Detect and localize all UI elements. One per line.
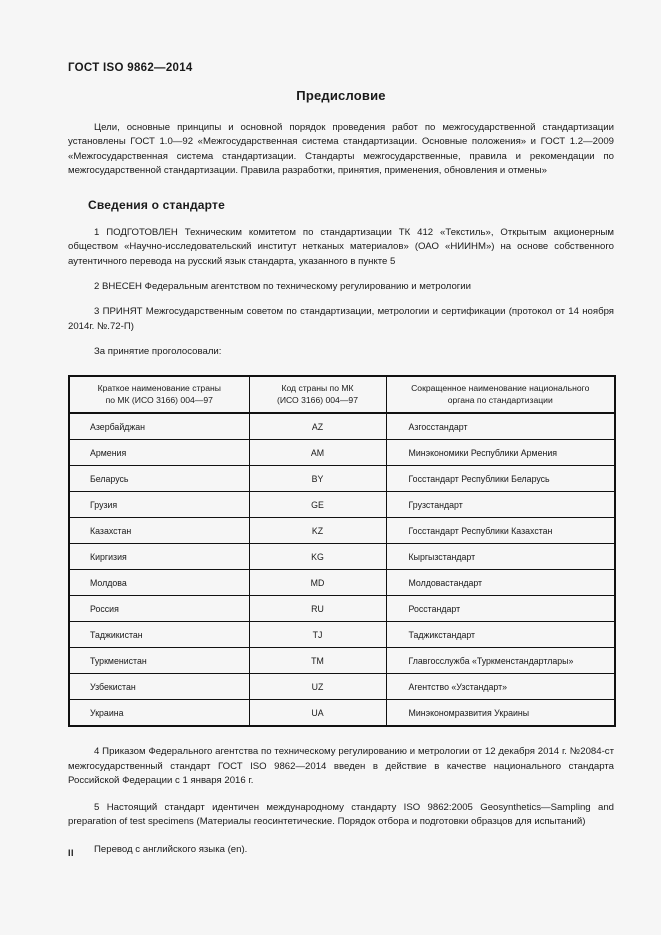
cell-national-body: Госстандарт Республики Казахстан <box>386 518 615 544</box>
cell-country: Азербайджан <box>69 413 249 440</box>
cell-country-code: KG <box>249 544 386 570</box>
cell-country-code: MD <box>249 570 386 596</box>
column-header-body <box>386 376 615 413</box>
table-row <box>69 413 615 440</box>
column-header-body-line1: Сокращенное наименование национального <box>411 383 590 394</box>
paragraph-item-4: 4 Приказом Федерального агентства по техническому регулированию и метрологии от 12 декабря 2014 г. №2084-ст межгосударственный стандарт ГОСТ ISO 9862—2014 введен в действие в качестве национального стандарта Российской Федерации с 1 января 2016 г. <box>68 746 614 786</box>
cell-country: Туркменистан <box>69 648 249 674</box>
cell-country-code: GE <box>249 492 386 518</box>
column-header-country <box>69 376 249 413</box>
cell-country-code: AZ <box>249 413 386 440</box>
paragraph-intro: Цели, основные принципы и основной порядок проведения работ по межгосударственной стандартизации установлены ГОСТ 1.0—92 «Межгосударственная система стандартизации. Основные положения» и ГОСТ 1.2—2009 «Межгосударственная система стандартизации. Стандарты межгосударственные, правила и рекомендации по межгосударственной стандартизации. Правила разработки, принятия, применения, обновления и отмены» <box>68 122 614 176</box>
cell-country-code: RU <box>249 596 386 622</box>
page-content <box>68 88 614 870</box>
cell-country-code: TM <box>249 648 386 674</box>
column-header-code <box>249 376 386 413</box>
page-title: Предисловие <box>296 88 386 103</box>
cell-country: Казахстан <box>69 518 249 544</box>
cell-country: Молдова <box>69 570 249 596</box>
cell-country: Киргизия <box>69 544 249 570</box>
table-row <box>69 622 615 648</box>
table-row <box>69 440 615 466</box>
cell-country-code: UZ <box>249 674 386 700</box>
paragraph-translation-note: Перевод с английского языка (en). <box>94 843 248 855</box>
table-row <box>69 544 615 570</box>
cell-national-body: Таджикстандарт <box>386 622 615 648</box>
closing-paragraphs <box>68 745 614 857</box>
cell-national-body: Минэкономразвития Украины <box>408 707 530 718</box>
cell-country-code: TJ <box>249 622 386 648</box>
table-row <box>69 518 615 544</box>
cell-national-body: Грузстандарт <box>386 492 615 518</box>
paragraph-item-2: 2 ВНЕСЕН Федеральным агентством по техническому регулированию и метрологии <box>94 281 472 293</box>
cell-country: Украина <box>69 700 249 727</box>
cell-country: Узбекистан <box>69 674 249 700</box>
paragraph-item-3: 3 ПРИНЯТ Межгосударственным советом по стандартизации, метрологии и сертификации (протокол от 14 ноября 2014г. №.72-П) <box>68 306 614 332</box>
table-header-row <box>69 376 615 413</box>
cell-national-body: Кыргызстандарт <box>386 544 615 570</box>
cell-country-code: UA <box>249 700 386 727</box>
page-number: II <box>68 848 75 858</box>
cell-country: Армения <box>69 440 249 466</box>
cell-country-code: AM <box>249 440 386 466</box>
table-row <box>69 570 615 596</box>
cell-country: Грузия <box>69 492 249 518</box>
cell-country: Таджикистан <box>69 622 249 648</box>
table-row <box>69 466 615 492</box>
table-row <box>69 700 615 727</box>
table-row <box>69 596 615 622</box>
column-header-country-line2: по МК (ИСО 3166) 004—97 <box>105 395 213 406</box>
cell-country-code: BY <box>249 466 386 492</box>
paragraph-item-1: 1 ПОДГОТОВЛЕН Техническим комитетом по стандартизации ТК 412 «Текстиль», Открытым акционерным обществом «Научно-исследовательский институт нетканых материалов» (ОАО «НИИНМ») на основе собственного аутентичного перевода на русский язык стандарта, указанного в пункте 5 <box>68 227 614 267</box>
cell-national-body: Азгосстандарт <box>386 413 615 440</box>
standard-designation-header: ГОСТ ISO 9862—2014 <box>68 62 193 74</box>
cell-country: Беларусь <box>69 466 249 492</box>
voting-countries-table <box>68 375 616 727</box>
column-header-body-line2: органа по стандартизации <box>447 395 553 406</box>
cell-country-code: KZ <box>249 518 386 544</box>
table-row <box>69 674 615 700</box>
table-row <box>69 648 615 674</box>
column-header-code-line2: (ИСО 3166) 004—97 <box>277 395 358 406</box>
section-heading-standard-info: Сведения о стандарте <box>88 198 225 213</box>
cell-national-body: Агентство «Узстандарт» <box>386 674 615 700</box>
cell-national-body: Госстандарт Республики Беларусь <box>386 466 615 492</box>
table-row <box>69 492 615 518</box>
cell-national-body: Росстандарт <box>386 596 615 622</box>
column-header-code-line1: Код страны по МК <box>281 383 354 394</box>
column-header-country-line1: Краткое наименование страны <box>97 383 221 394</box>
cell-national-body: Молдовастандарт <box>386 570 615 596</box>
cell-country: Россия <box>69 596 249 622</box>
paragraph-vote-intro: За принятие проголосовали: <box>94 345 222 357</box>
cell-national-body: Минэкономики Республики Армения <box>386 440 615 466</box>
cell-national-body: Главгосслужба «Туркменстандартлары» <box>386 648 615 674</box>
paragraph-item-5: 5 Настоящий стандарт идентичен международному стандарту ISO 9862:2005 Geosynthetics—Sampling and preparation of test specimens (Материалы геосинтетические. Порядок отбора и подготовки образцов для испытаний) <box>68 802 614 828</box>
